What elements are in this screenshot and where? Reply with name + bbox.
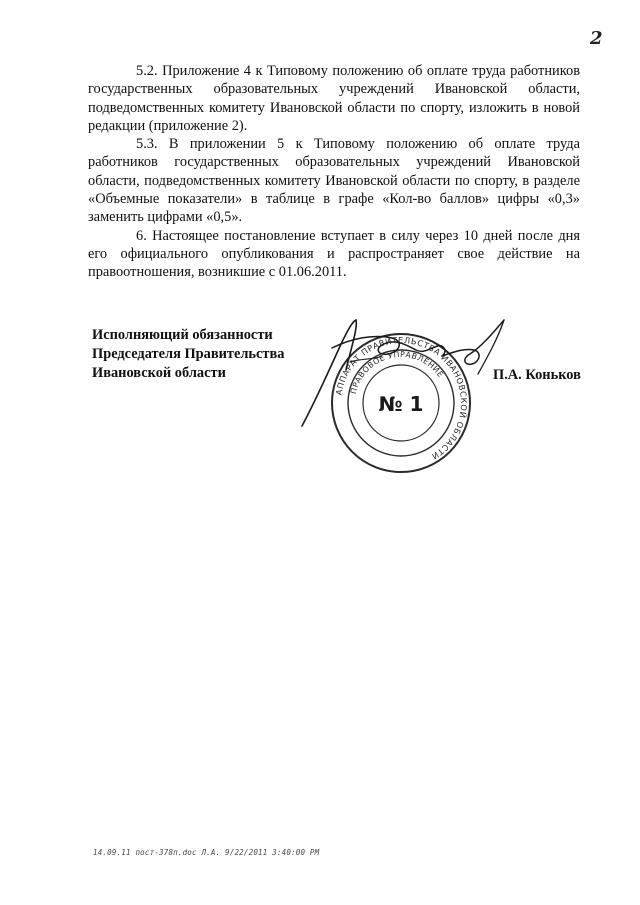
paragraph-5-2: 5.2. Приложение 4 к Типовому положению об оплате труда работников государственных образовательных учреждений Ивановской области, подведомственных комитету Ивановской области по спорту, изложить в новой редакции (приложение 2). xyxy=(88,63,580,134)
paragraph-5-3: 5.3. В приложении 5 к Типовому положению об оплате труда работников государственных образовательных учреждений Ивановской области, подведомственных комитету Ивановской области по спорту, в разделе «Объемные показатели» в таблице в графе «Кол-во баллов» цифры «0,3» заменить цифрами «0,5». xyxy=(88,136,580,226)
file-footer: 14.09.11 пост-378п.doc Л.А. 9/22/2011 3:40:00 PM xyxy=(93,848,320,857)
paragraph-6: 6. Настоящее постановление вступает в силу через 10 дней после дня его официального опубликования и распространяет свое действие на правоотношения, возникшие с 01.06.2011. xyxy=(88,227,580,281)
page-number: 2 xyxy=(590,28,603,49)
document-body xyxy=(88,62,580,282)
signatory-title-line2: Председателя Правительства xyxy=(92,346,285,362)
stamp-number: № 1 xyxy=(378,392,424,416)
signatory-title-line3: Ивановской области xyxy=(92,365,226,381)
signatory-title-line1: Исполняющий обязанности xyxy=(92,327,273,343)
stamp-ring-text: АППАРАТ ПРАВИТЕЛЬСТВА ИВАНОВСКОЙ ОБЛАСТИ xyxy=(333,334,470,462)
signatory-title xyxy=(92,326,284,383)
signatory-name: П.А. Коньков xyxy=(493,367,581,383)
stamp-inner-text: ПРАВОВОЕ УПРАВЛЕНИЕ xyxy=(348,349,446,395)
handwritten-signature xyxy=(292,308,512,438)
